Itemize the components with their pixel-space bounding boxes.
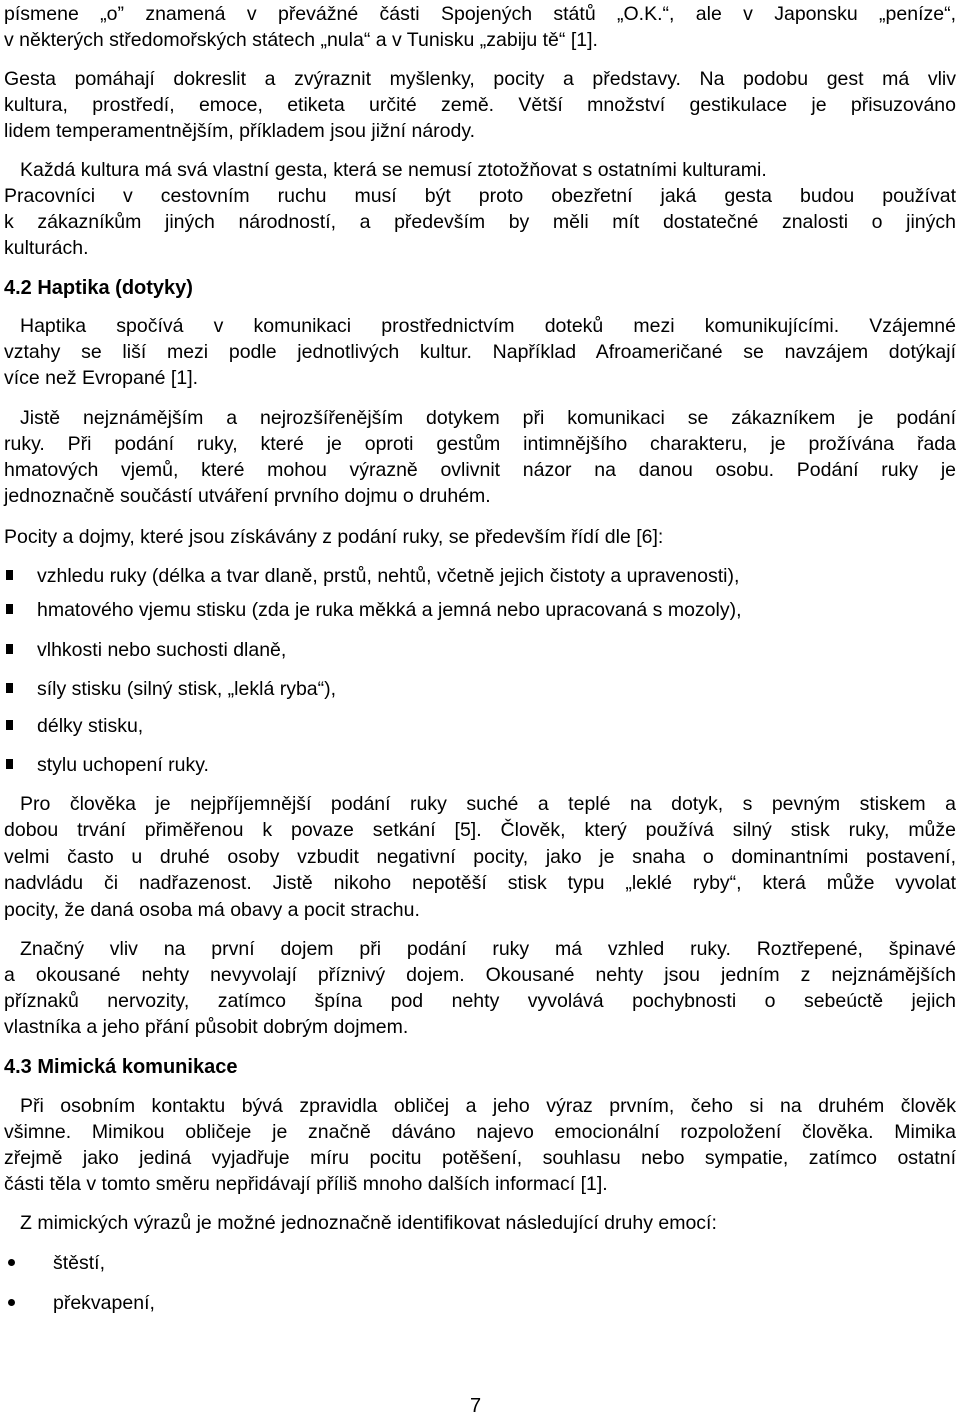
list-item: stylu uchopení ruky.	[37, 754, 209, 776]
text-line: lidem temperamentnějším, příkladem jsou jižní národy.	[4, 120, 476, 142]
text-line: kulturách.	[4, 237, 89, 259]
list-item: vlhkosti nebo suchosti dlaně,	[37, 639, 287, 661]
text-line: všimne. Mimikou obličeje je značně dáváno najevo emocionální rozpoložení člověka. Mimika	[4, 1121, 956, 1143]
list-item: délky stisku,	[37, 715, 144, 737]
text-line: dobou trvání přiměřenou k povaze setkání [5]. Člověk, který používá silný stisk ruky, může	[4, 819, 956, 841]
page-number: 7	[470, 1395, 482, 1417]
square-bullet-icon	[6, 759, 13, 769]
text-line: Při osobním kontaktu bývá zpravidla obličej a jeho výraz prvním, čeho si na druhém člověk	[20, 1095, 956, 1117]
list-item: vzhledu ruky (délka a tvar dlaně, prstů, nehtů, včetně jejich čistoty a upravenosti),	[37, 565, 740, 587]
text-line: hmatových vjemů, které mohou výrazně ovlivnit názor na danou osobu. Podání ruky je	[4, 459, 956, 481]
square-bullet-icon	[6, 604, 13, 614]
text-line: nadvládu či nadřazenost. Jistě nikoho nepotěší stisk typu „leklé ryby“, která může vyvolat	[4, 872, 956, 894]
square-bullet-icon	[6, 644, 13, 654]
text-line: v některých středomořských státech „nula“ a v Tunisku „zabiju tě“ [1].	[4, 29, 598, 51]
text-line: Každá kultura má svá vlastní gesta, která se nemusí ztotožňovat s ostatními kulturami.	[20, 159, 767, 181]
text-line: pocity, že daná osoba má obavy a pocit strachu.	[4, 899, 420, 921]
text-line: k zákazníkům jiných národností, a především by měli mít dostatečné znalosti o jiných	[4, 211, 956, 233]
text-line: vlastníka a jeho přání působit dobrým dojmem.	[4, 1016, 409, 1038]
list-item: štěstí,	[53, 1252, 106, 1274]
text-line: velmi často u druhé osoby vzbudit negativní pocity, jako je snaha o dominantními postavení,	[4, 846, 956, 868]
round-bullet-icon	[8, 1299, 15, 1306]
text-line: kultura, prostředí, emoce, etiketa určité země. Větší množství gestikulace je přisuzováno	[4, 94, 956, 116]
text-line: jednoznačně součástí utváření prvního dojmu o druhém.	[4, 485, 491, 507]
text-line: a okousané nehty nevyvolají příznivý dojem. Okousané nehty jsou jedním z nejznámějších	[4, 964, 956, 986]
list-item: síly stisku (silný stisk, „leklá ryba“),	[37, 678, 337, 700]
list-item: překvapení,	[53, 1292, 155, 1314]
text-line: zřejmě jako jediná vyjadřuje míru pocitu potěšení, souhlasu nebo sympatie, zatímco ostatní	[4, 1147, 956, 1169]
text-line: Pocity a dojmy, které jsou získávány z podání ruky, se především řídí dle [6]:	[4, 526, 664, 548]
text-line: písmene „o” znamená v převážné části Spojených států „O.K.“, ale v Japonsku „peníze“,	[4, 3, 956, 25]
text-line: vztahy se liší mezi podle jednotlivých kultur. Například Afroameričané se navzájem dotýkají	[4, 341, 956, 363]
text-line: Pracovníci v cestovním ruchu musí být proto obezřetní jaká gesta budou používat	[4, 185, 956, 207]
square-bullet-icon	[6, 570, 13, 580]
text-line: Gesta pomáhají dokreslit a zvýraznit myšlenky, pocity a představy. Na podobu gest má vliv	[4, 68, 956, 90]
round-bullet-icon	[8, 1259, 15, 1266]
list-item: hmatového vjemu stisku (zda je ruka měkká a jemná nebo upracovaná s mozoly),	[37, 599, 742, 621]
text-line: více než Evropané [1].	[4, 367, 199, 389]
text-line: Jistě nejznámějším a nejrozšířenějším dotykem při komunikaci se zákazníkem je podání	[20, 407, 956, 429]
text-line: Z mimických výrazů je možné jednoznačně identifikovat následující druhy emocí:	[20, 1212, 717, 1234]
square-bullet-icon	[6, 720, 13, 730]
section-heading: 4.2 Haptika (dotyky)	[4, 277, 193, 299]
section-heading: 4.3 Mimická komunikace	[4, 1056, 238, 1078]
text-line: Značný vliv na první dojem při podání ruky má vzhled ruky. Roztřepené, špinavé	[20, 938, 956, 960]
text-line: části těla v tomto směru nepřidávají příliš mnoho dalších informací [1].	[4, 1173, 608, 1195]
square-bullet-icon	[6, 683, 13, 693]
text-line: ruky. Při podání ruky, které je oproti gestům intimnějšího charakteru, je prožívána řada	[4, 433, 956, 455]
text-line: Haptika spočívá v komunikaci prostřednictvím doteků mezi komunikujícími. Vzájemné	[20, 315, 956, 337]
text-line: příznaků nervozity, zatímco špína pod nehty vyvolává pochybnosti o sebeúctě jejich	[4, 990, 956, 1012]
text-line: Pro člověka je nejpříjemnější podání ruky suché a teplé na dotyk, s pevným stiskem a	[20, 793, 956, 815]
